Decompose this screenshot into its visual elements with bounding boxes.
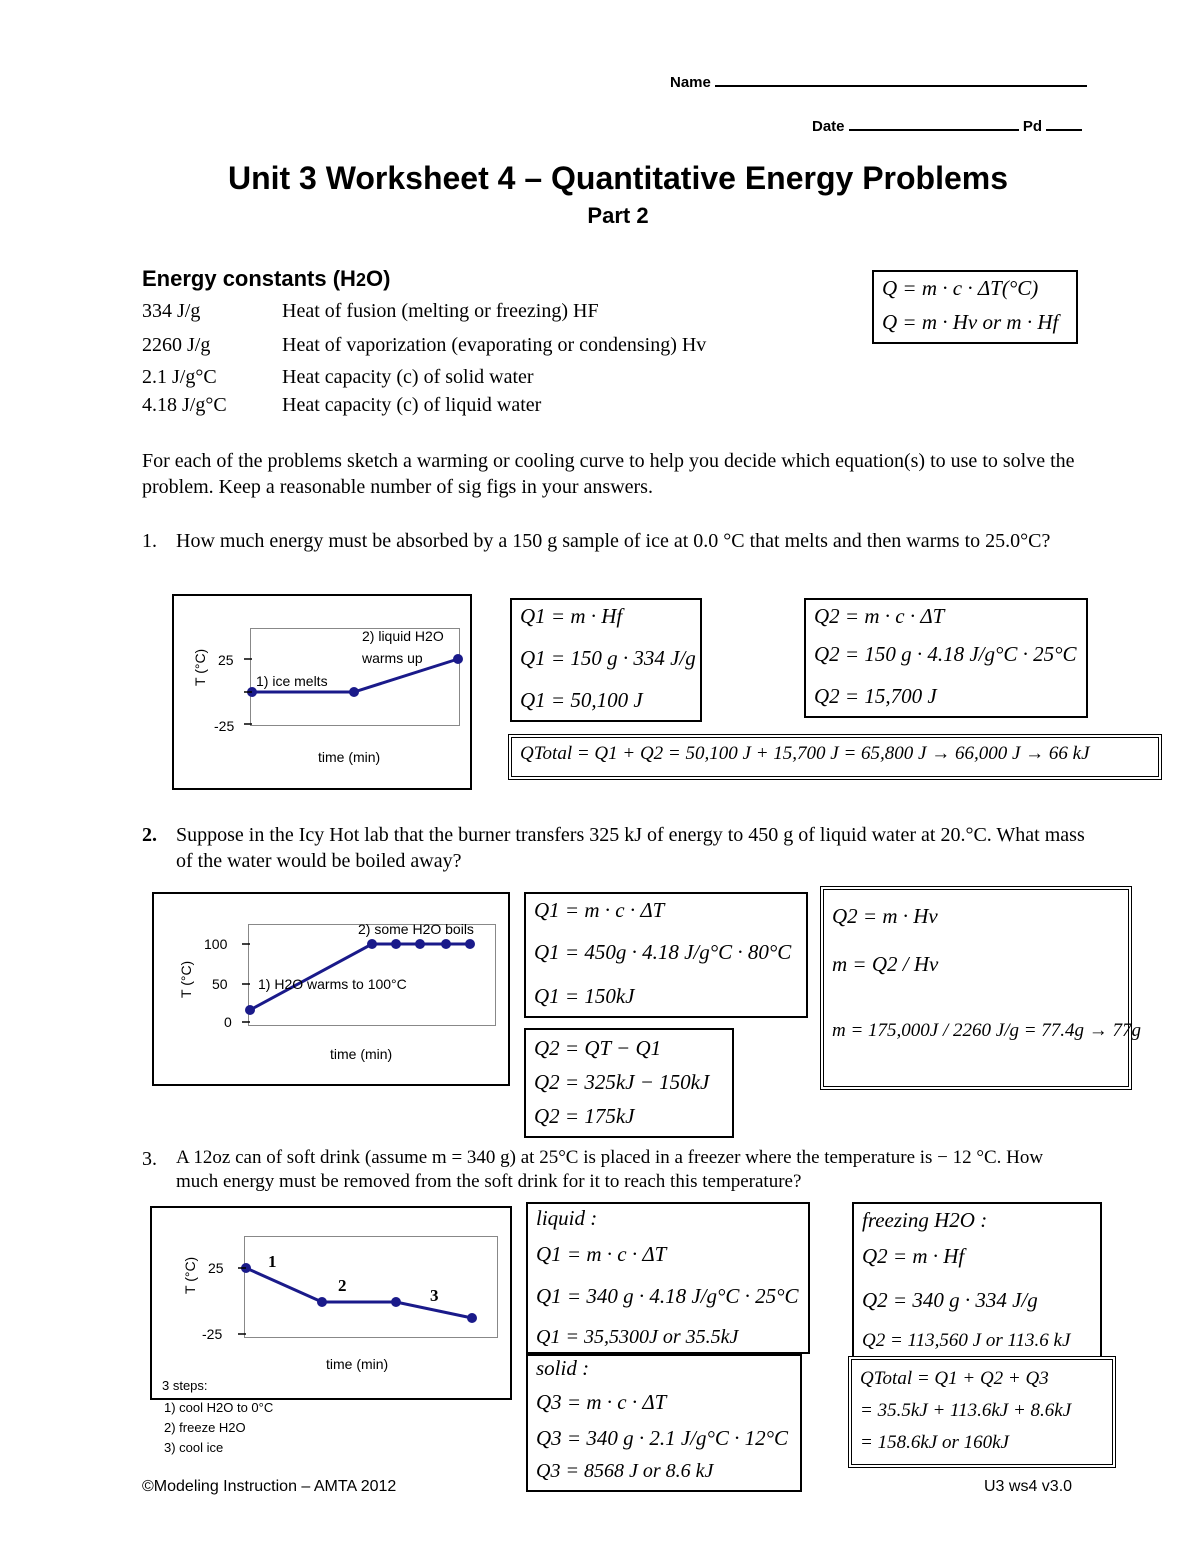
const-value: 334 J/g <box>142 300 201 322</box>
data-point <box>441 939 451 949</box>
const-desc: Heat of fusion (melting or freezing) HF <box>282 300 599 322</box>
tick-label: 100 <box>204 936 228 952</box>
steps-list <box>164 1398 273 1458</box>
graph-label-1: 1) H2O warms to 100°C <box>258 976 407 992</box>
formula-1: Q = m · c · ΔT(°C) <box>882 276 1039 300</box>
step-item: 3) cool ice <box>164 1440 224 1455</box>
x-axis-label: time (min) <box>318 749 381 765</box>
date-field[interactable] <box>812 118 1082 135</box>
problem-1-box-2: Q2 = m · c · ΔT Q2 = 150 g · 4.18 J/g°C · 25°C Q2 = 15,700 J <box>804 598 1088 718</box>
data-point <box>391 939 401 949</box>
const-value: 2260 J/g <box>142 334 211 356</box>
problem-number: 1. <box>142 530 157 552</box>
step-item: 1) cool H2O to 0°C <box>164 1400 274 1415</box>
footer-version: U3 ws4 v3.0 <box>984 1478 1073 1495</box>
problem-2-text: Suppose in the Icy Hot lab that the burner transfers 325 kJ of energy to 450 g of liquid water at 20.°C. What mass of the water would be boiled away? <box>176 824 1085 872</box>
instructions: For each of the problems sketch a warming or cooling curve to help you decide which equation(s) to use to solve the problem. Keep a reasonable number of sig figs in your answers. <box>142 450 1075 498</box>
name-field[interactable] <box>670 74 1087 91</box>
constants-heading: Energy constants (H2O) <box>142 266 391 291</box>
problem-3-solid-box: solid : Q3 = m · c · ΔT Q3 = 340 g · 2.1 J/g°C · 12°C Q3 = 8568 J or 8.6 kJ <box>526 1354 802 1492</box>
graph-label-2b: warms up <box>362 650 423 666</box>
const-value: 4.18 J/g°C <box>142 394 227 416</box>
page-title: Unit 3 Worksheet 4 – Quantitative Energy Problems <box>227 160 1009 196</box>
problem-3-freezing-box: freezing H2O : Q2 = m · Hf Q2 = 340 g · 334 J/g Q2 = 113,560 J or 113.6 kJ <box>852 1202 1102 1358</box>
data-point <box>245 1005 255 1015</box>
tick-label: 0 <box>224 1014 232 1030</box>
y-axis-label: T (°C) <box>192 648 208 686</box>
data-point <box>465 939 475 949</box>
data-point <box>367 939 377 949</box>
problem-2-graph <box>152 892 510 1086</box>
problem-1-text: How much energy must be absorbed by a 150 g sample of ice at 0.0 °C that melts and then warms to 25.0°C? <box>176 530 1051 552</box>
tick-label: 25 <box>208 1260 224 1276</box>
data-point <box>317 1297 327 1307</box>
problem-3-liquid-box: liquid : Q1 = m · c · ΔT Q1 = 340 g · 4.18 J/g°C · 25°C Q1 = 35,5300J or 35.5kJ <box>526 1202 810 1354</box>
problem-2-box-3: Q2 = m · Hv m = Q2 / Hv m = 175,000J / 2260 J/g = 77.4g → 77g <box>820 886 1132 1090</box>
y-axis-label: T (°C) <box>182 1256 198 1294</box>
x-axis-label: time (min) <box>326 1356 389 1372</box>
tick-label: 50 <box>212 976 228 992</box>
graph-label-2: 2) some H2O boils <box>358 921 474 937</box>
const-value: 2.1 J/g°C <box>142 366 217 388</box>
problem-2-box-1: Q1 = m · c · ΔT Q1 = 450g · 4.18 J/g°C · 80°C Q1 = 150kJ <box>524 892 808 1018</box>
formula-box <box>872 270 1078 344</box>
problem-3-text: A 12oz can of soft drink (assume m = 340 g) at 25°C is placed in a freezer where the temperature is − 12 °C. How much energy must be removed from the soft drink for it to reach this temperature? <box>176 1147 1044 1192</box>
const-desc: Heat of vaporization (evaporating or condensing) Hv <box>282 334 707 356</box>
problem-number: 3. <box>142 1148 157 1170</box>
data-point <box>467 1313 477 1323</box>
date-label: Date <box>812 118 845 135</box>
problem-3-graph <box>150 1206 512 1400</box>
problem-1-graph <box>172 594 472 790</box>
y-axis-label: T (°C) <box>178 960 194 998</box>
page-subtitle: Part 2 <box>587 203 649 228</box>
problem-1-box-1: Q1 = m · Hf Q1 = 150 g · 334 J/g Q1 = 50,100 J <box>510 598 702 722</box>
x-axis-label: time (min) <box>330 1046 393 1062</box>
step-label: 3 <box>430 1286 439 1305</box>
name-label: Name <box>670 74 711 91</box>
const-desc: Heat capacity (c) of solid water <box>282 366 534 388</box>
const-desc: Heat capacity (c) of liquid water <box>282 394 542 416</box>
problem-3-total-box: QTotal = Q1 + Q2 + Q3 = 35.5kJ + 113.6kJ + 8.6kJ = 158.6kJ or 160kJ <box>848 1356 1116 1468</box>
footer-copyright: ©Modeling Instruction – AMTA 2012 <box>142 1478 397 1495</box>
pd-label: Pd <box>1022 118 1043 135</box>
problem-1-total: QTotal = Q1 + Q2 = 50,100 J + 15,700 J = 65,800 J → 66,000 J → 66 kJ <box>508 734 1162 780</box>
graph-label-2: 2) liquid H2O <box>362 628 444 644</box>
data-point <box>415 939 425 949</box>
formula-2: Q = m · Hv or m · Hf <box>882 310 1059 334</box>
problem-number: 2. <box>142 824 157 846</box>
step-item: 2) freeze H2O <box>164 1420 246 1435</box>
graph-label-1: 1) ice melts <box>256 673 328 689</box>
data-point <box>349 687 359 697</box>
data-point <box>453 654 463 664</box>
problem-2-box-2: Q2 = QT − Q1 Q2 = 325kJ − 150kJ Q2 = 175kJ <box>524 1028 734 1138</box>
steps-title: 3 steps: <box>162 1378 208 1393</box>
tick-label: -25 <box>214 718 235 734</box>
tick-label: -25 <box>202 1326 223 1342</box>
data-point <box>391 1297 401 1307</box>
step-label: 2 <box>338 1276 347 1295</box>
tick-label: 25 <box>218 652 234 668</box>
step-label: 1 <box>268 1252 277 1271</box>
